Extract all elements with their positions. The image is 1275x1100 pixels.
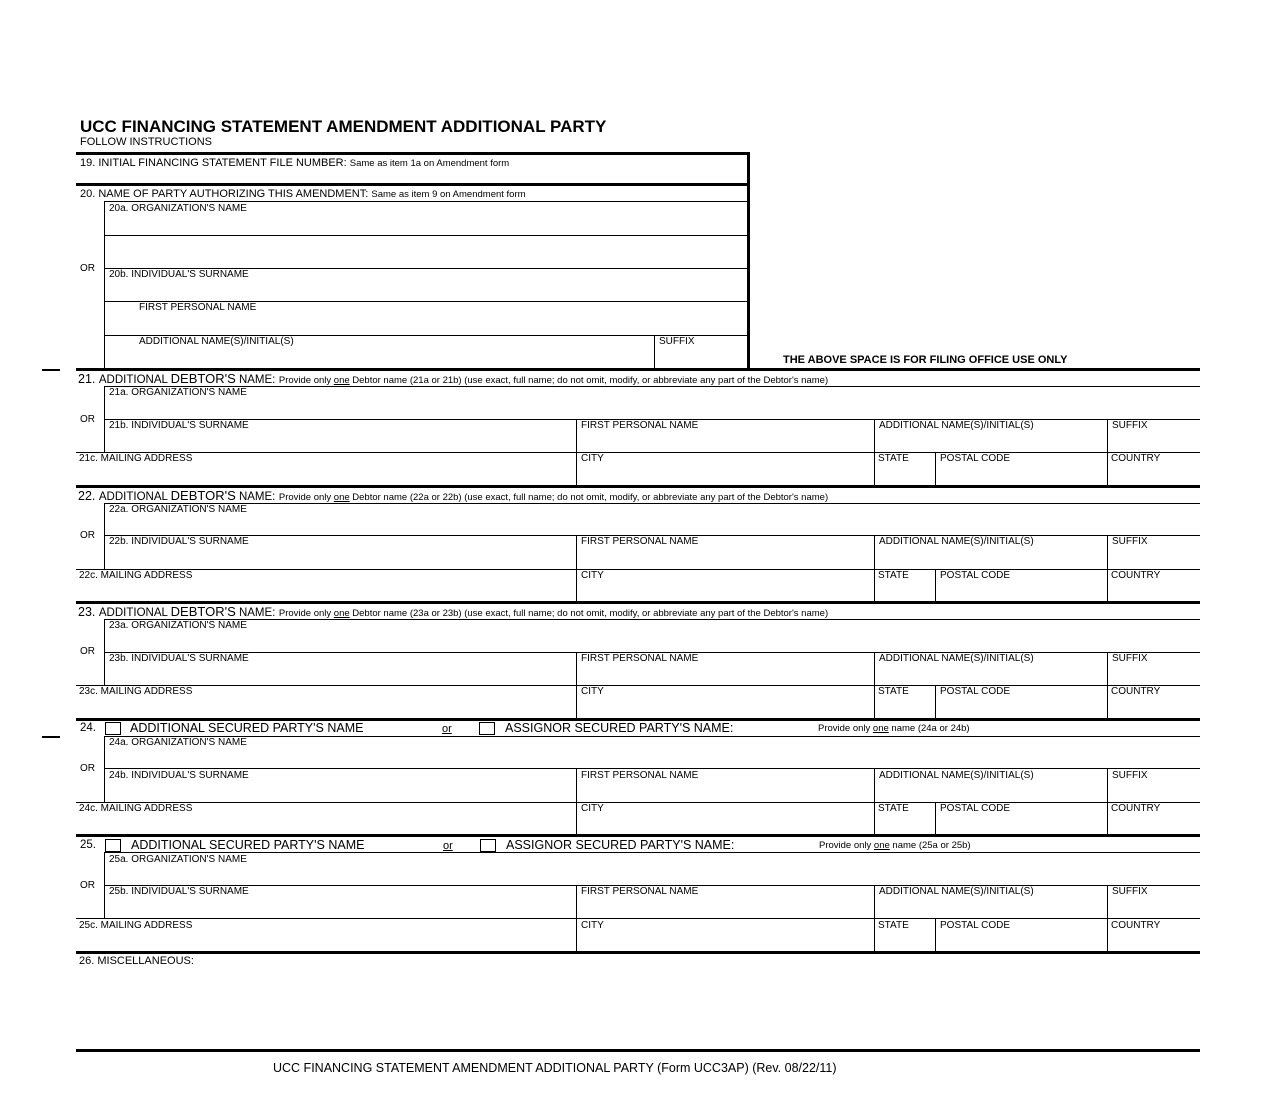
- section21-postal-field[interactable]: [936, 465, 1106, 485]
- item20a-org-name-field[interactable]: [105, 215, 747, 235]
- section24-first-name-label: FIRST PERSONAL NAME: [581, 770, 699, 781]
- section23-country-label: COUNTRY: [1111, 686, 1161, 697]
- item19-file-number-field[interactable]: [76, 170, 747, 184]
- section25-or-label: OR: [80, 880, 95, 891]
- section24-note-pre: Provide only: [818, 723, 871, 734]
- section22-note-one: one: [333, 492, 350, 503]
- section21-num: 21.: [78, 372, 96, 386]
- rule: [104, 503, 1200, 504]
- section23-city-label: CITY: [581, 686, 604, 697]
- section25-state-field[interactable]: [875, 932, 934, 951]
- item20b-surname-field[interactable]: [105, 281, 747, 301]
- section23b-label: 23b. INDIVIDUAL'S SURNAME: [109, 653, 249, 664]
- section22-heading-a: ADDITIONAL: [98, 491, 171, 503]
- section21-heading: [78, 372, 828, 387]
- section24-first-name-field[interactable]: [577, 782, 873, 801]
- rule: [104, 235, 747, 236]
- section25-additional-name-label: ADDITIONAL NAME(S)/INITIAL(S): [879, 886, 1034, 897]
- section23-additional-name-label: ADDITIONAL NAME(S)/INITIAL(S): [879, 653, 1034, 664]
- section25-suffix-field[interactable]: [1108, 898, 1200, 918]
- section24-city-field[interactable]: [577, 815, 873, 834]
- item20-first-name-label: FIRST PERSONAL NAME: [139, 302, 257, 313]
- section21-heading-a: ADDITIONAL: [98, 374, 171, 386]
- section22-heading: [78, 489, 828, 504]
- section25-additional-name-field[interactable]: [875, 898, 1106, 918]
- section23b-surname-field[interactable]: [105, 665, 575, 685]
- section22c-address-field[interactable]: [77, 582, 575, 601]
- section22-city-label: CITY: [581, 570, 604, 581]
- section25-additional-secured-checkbox[interactable]: [105, 839, 121, 852]
- section25-postal-label: POSTAL CODE: [940, 920, 1011, 931]
- section22-city-field[interactable]: [577, 582, 873, 601]
- section24a-label: 24a. ORGANIZATION'S NAME: [109, 737, 247, 748]
- item20-additional-name-label: ADDITIONAL NAME(S)/INITIAL(S): [139, 336, 294, 347]
- section24a-org-name-field[interactable]: [105, 749, 1200, 768]
- section25-option2-label: ASSIGNOR SECURED PARTY'S NAME:: [506, 838, 735, 852]
- section23-city-field[interactable]: [577, 698, 873, 718]
- item26-miscellaneous-field[interactable]: [76, 970, 1200, 1048]
- follow-instructions: FOLLOW INSTRUCTIONS: [80, 136, 213, 148]
- rule: [104, 201, 747, 202]
- section23-first-name-field[interactable]: [577, 665, 873, 685]
- section25c-address-field[interactable]: [77, 932, 575, 951]
- rule: [104, 386, 1200, 387]
- section23-state-field[interactable]: [875, 698, 934, 718]
- rule: [76, 685, 1200, 686]
- section24-postal-field[interactable]: [936, 815, 1106, 834]
- section23-additional-name-field[interactable]: [875, 665, 1106, 685]
- section25-top-border: [76, 834, 1200, 837]
- section24c-address-field[interactable]: [77, 815, 575, 834]
- section24-option2-label: ASSIGNOR SECURED PARTY'S NAME:: [505, 721, 734, 735]
- section22-suffix-field[interactable]: [1108, 548, 1200, 568]
- filing-office-note: THE ABOVE SPACE IS FOR FILING OFFICE USE ONLY: [783, 354, 1068, 366]
- section23-or: OR: [80, 646, 95, 657]
- section21-note-pre: Provide only: [278, 375, 332, 386]
- margin-tick-top: [42, 369, 60, 371]
- rule: [76, 452, 1200, 453]
- form-bottom-border: [76, 1049, 1200, 1052]
- section25-first-name-label: FIRST PERSONAL NAME: [581, 886, 699, 897]
- section21-heading-c: NAME:: [235, 374, 276, 386]
- rule: [76, 918, 1200, 919]
- section25-note: [819, 841, 971, 851]
- section24-note: [818, 724, 970, 734]
- section21-top-border: [76, 368, 1200, 371]
- rule: [76, 802, 1200, 803]
- section24-additional-name-label: ADDITIONAL NAME(S)/INITIAL(S): [879, 770, 1034, 781]
- section22-postal-field[interactable]: [936, 582, 1106, 601]
- item19-label-text: 19. INITIAL FINANCING STATEMENT FILE NUMBER:: [80, 157, 347, 169]
- section25-note-one: one: [873, 840, 890, 851]
- section24-suffix-field[interactable]: [1108, 782, 1200, 801]
- section23-first-name-label: FIRST PERSONAL NAME: [581, 653, 699, 664]
- section23-heading-a: ADDITIONAL: [98, 607, 171, 619]
- section21-suffix-label: SUFFIX: [1112, 420, 1148, 431]
- section22-state-label: STATE: [878, 570, 909, 581]
- section22-state-field[interactable]: [875, 582, 934, 601]
- section22-top-border: [76, 485, 1200, 488]
- item26-label: 26. MISCELLANEOUS:: [79, 955, 194, 967]
- section24c-label: 24c. MAILING ADDRESS: [79, 803, 193, 814]
- section22b-surname-field[interactable]: [105, 548, 575, 568]
- section23-country-field[interactable]: [1108, 698, 1200, 718]
- section21-note-post: Debtor name (21a or 21b) (use exact, full name; do not omit, modify, or abbreviate any part of the Debtor's name): [352, 375, 829, 386]
- section21c-address-field[interactable]: [77, 465, 575, 485]
- section23a-label: 23a. ORGANIZATION'S NAME: [109, 620, 247, 631]
- section23-note-post: Debtor name (23a or 23b) (use exact, full name; do not omit, modify, or abbreviate any part of the Debtor's name): [352, 608, 829, 619]
- section21-city-field[interactable]: [577, 465, 873, 485]
- rule: [104, 852, 1200, 853]
- section25-city-label: CITY: [581, 920, 604, 931]
- section21b-label: 21b. INDIVIDUAL'S SURNAME: [109, 420, 249, 431]
- section21b-surname-field[interactable]: [105, 432, 575, 452]
- section23a-org-name-field[interactable]: [105, 632, 1200, 651]
- section24-country-label: COUNTRY: [1111, 803, 1161, 814]
- section22-first-name-field[interactable]: [577, 548, 873, 568]
- section21-state-field[interactable]: [875, 465, 934, 485]
- section23-top-border: [76, 601, 1200, 604]
- section22-note-post: Debtor name (22a or 22b) (use exact, full name; do not omit, modify, or abbreviate any part of the Debtor's name): [352, 492, 829, 503]
- section22c-label: 22c. MAILING ADDRESS: [79, 570, 193, 581]
- item20a-label: 20a. ORGANIZATION'S NAME: [109, 203, 247, 214]
- section25b-surname-field[interactable]: [105, 898, 575, 918]
- section21-heading-b: DEBTOR'S: [170, 371, 236, 386]
- section22-country-label: COUNTRY: [1111, 570, 1161, 581]
- section26-top-border: [76, 951, 1200, 954]
- section25-option1-label: ADDITIONAL SECURED PARTY'S NAME: [131, 838, 365, 852]
- section22-heading-c: NAME:: [235, 491, 276, 503]
- section22-note-pre: Provide only: [278, 492, 332, 503]
- item20-additional-name-field[interactable]: [105, 348, 653, 367]
- section22-suffix-label: SUFFIX: [1112, 536, 1148, 547]
- section24-country-field[interactable]: [1108, 815, 1200, 834]
- section24-additional-name-field[interactable]: [875, 782, 1106, 801]
- margin-tick-bottom: [42, 736, 60, 738]
- section23-postal-label: POSTAL CODE: [940, 686, 1011, 697]
- item20-first-name-field[interactable]: [105, 314, 747, 334]
- section21-additional-name-field[interactable]: [875, 432, 1106, 452]
- section25-note-pre: Provide only: [819, 840, 872, 851]
- section25a-label: 25a. ORGANIZATION'S NAME: [109, 854, 247, 865]
- section24-additional-secured-checkbox[interactable]: [105, 722, 121, 735]
- section24-option1-label: ADDITIONAL SECURED PARTY'S NAME: [130, 721, 364, 735]
- section22-num: 22.: [78, 489, 96, 503]
- section24b-label: 24b. INDIVIDUAL'S SURNAME: [109, 770, 249, 781]
- section25-city-field[interactable]: [577, 932, 873, 951]
- section25-country-field[interactable]: [1108, 932, 1200, 951]
- section23-heading: [78, 605, 828, 620]
- section23-suffix-label: SUFFIX: [1112, 653, 1148, 664]
- section24-state-label: STATE: [878, 803, 909, 814]
- item20-label-text: 20. NAME OF PARTY AUTHORIZING THIS AMENDMENT:: [80, 188, 369, 200]
- section21c-label: 21c. MAILING ADDRESS: [79, 453, 193, 464]
- section23-heading-c: NAME:: [235, 607, 276, 619]
- rule: [104, 619, 1200, 620]
- section23-heading-b: DEBTOR'S: [170, 604, 236, 619]
- section21-country-field[interactable]: [1108, 465, 1200, 485]
- item19-bottom-border: [76, 183, 750, 186]
- form-title: UCC FINANCING STATEMENT AMENDMENT ADDITIONAL PARTY: [80, 117, 607, 136]
- section21-additional-name-label: ADDITIONAL NAME(S)/INITIAL(S): [879, 420, 1034, 431]
- section21-postal-label: POSTAL CODE: [940, 453, 1011, 464]
- section25-num: 25.: [80, 839, 96, 851]
- section25-first-name-field[interactable]: [577, 898, 873, 918]
- form-footer: UCC FINANCING STATEMENT AMENDMENT ADDITIONAL PARTY (Form UCC3AP) (Rev. 08/22/11): [273, 1061, 837, 1075]
- section25a-org-name-field[interactable]: [105, 866, 1200, 884]
- item20-suffix-label: SUFFIX: [659, 336, 695, 347]
- section24-note-one: one: [872, 723, 889, 734]
- section24-or-label: OR: [80, 763, 95, 774]
- section21a-org-name-field[interactable]: [105, 399, 1200, 418]
- section21-or: OR: [80, 414, 95, 425]
- section22-postal-label: POSTAL CODE: [940, 570, 1011, 581]
- section21-suffix-field[interactable]: [1108, 432, 1200, 452]
- item19-label: [80, 158, 509, 169]
- item20-or: OR: [80, 263, 95, 274]
- item19-note: Same as item 1a on Amendment form: [349, 158, 510, 169]
- section25-or: or: [443, 840, 453, 852]
- section22-or: OR: [80, 530, 95, 541]
- section23-postal-field[interactable]: [936, 698, 1106, 718]
- section21-city-label: CITY: [581, 453, 604, 464]
- section23c-label: 23c. MAILING ADDRESS: [79, 686, 193, 697]
- section21-first-name-field[interactable]: [577, 432, 873, 452]
- section23c-address-field[interactable]: [77, 698, 575, 718]
- section21-first-name-label: FIRST PERSONAL NAME: [581, 420, 699, 431]
- section25-state-label: STATE: [878, 920, 909, 931]
- rule: [104, 736, 1200, 737]
- section25-assignor-secured-checkbox[interactable]: [480, 839, 496, 852]
- section22-country-field[interactable]: [1108, 582, 1200, 601]
- section21-state-label: STATE: [878, 453, 909, 464]
- section22a-org-name-field[interactable]: [105, 516, 1200, 535]
- section24-suffix-label: SUFFIX: [1112, 770, 1148, 781]
- section25c-label: 25c. MAILING ADDRESS: [79, 920, 193, 931]
- section24-num: 24.: [80, 722, 96, 734]
- section21-note-one: one: [333, 375, 350, 386]
- section21-country-label: COUNTRY: [1111, 453, 1161, 464]
- item20-note: Same as item 9 on Amendment form: [371, 189, 526, 200]
- section24-state-field[interactable]: [875, 815, 934, 834]
- item20-label: [80, 189, 526, 200]
- section23-suffix-field[interactable]: [1108, 665, 1200, 685]
- section22-first-name-label: FIRST PERSONAL NAME: [581, 536, 699, 547]
- section22-additional-name-label: ADDITIONAL NAME(S)/INITIAL(S): [879, 536, 1034, 547]
- section22b-label: 22b. INDIVIDUAL'S SURNAME: [109, 536, 249, 547]
- section24-postal-label: POSTAL CODE: [940, 803, 1011, 814]
- section22a-label: 22a. ORGANIZATION'S NAME: [109, 504, 247, 515]
- item20b-label: 20b. INDIVIDUAL'S SURNAME: [109, 269, 249, 280]
- section22-additional-name-field[interactable]: [875, 548, 1106, 568]
- section25-postal-field[interactable]: [936, 932, 1106, 951]
- rule: [104, 768, 1200, 769]
- item20-suffix-field[interactable]: [655, 348, 747, 367]
- section24-or: or: [442, 723, 452, 735]
- section23-note-pre: Provide only: [278, 608, 332, 619]
- section24-assignor-secured-checkbox[interactable]: [479, 722, 495, 735]
- section25-suffix-label: SUFFIX: [1112, 886, 1148, 897]
- section23-num: 23.: [78, 605, 96, 619]
- section24b-surname-field[interactable]: [105, 782, 575, 801]
- section25-country-label: COUNTRY: [1111, 920, 1161, 931]
- section25b-label: 25b. INDIVIDUAL'S SURNAME: [109, 886, 249, 897]
- box-top-border: [76, 152, 750, 155]
- section24-city-label: CITY: [581, 803, 604, 814]
- section23-note-one: one: [333, 608, 350, 619]
- rule: [76, 569, 1200, 570]
- section24-note-post: name (24a or 24b): [891, 723, 970, 734]
- section23-state-label: STATE: [878, 686, 909, 697]
- section22-heading-b: DEBTOR'S: [170, 488, 236, 503]
- section21a-label: 21a. ORGANIZATION'S NAME: [109, 387, 247, 398]
- section25-note-post: name (25a or 25b): [892, 840, 971, 851]
